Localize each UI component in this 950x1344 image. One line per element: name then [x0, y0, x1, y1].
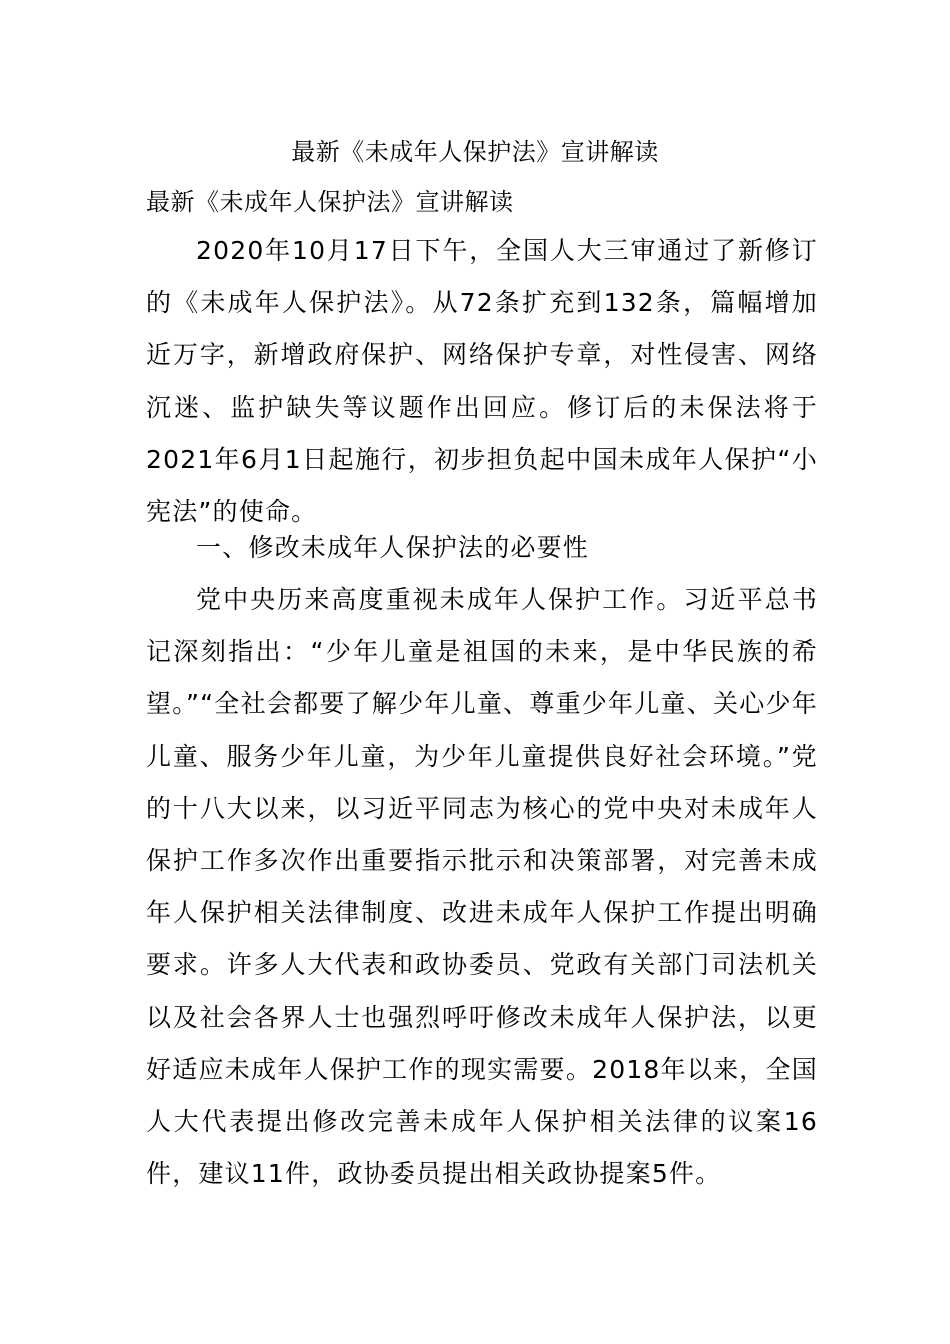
document-title: 最新《未成年人保护法》宣讲解读: [291, 138, 659, 166]
paragraph-necessity: 党中央历来高度重视未成年人保护工作。习近平总书记深刻指出：“少年儿童是祖国的未来，是中华民族的希望。”“全社会都要了解少年儿童、尊重少年儿童、关心少年儿童、服务少年儿童，为少年儿童提供良好社会环境。”党的十八大以来，以习近平同志为核心的党中央对未成年人保护工作多次作出重要指示批示和决策部署，对完善未成年人保护相关法律制度、改进未成年人保护工作提出明确要求。许多人大代表和政协委员、党政有关部门司法机关以及社会各界人士也强烈呼吁修改未成年人保护法，以更好适应未成年人保护工作的现实需要。2018年以来，全国人大代表提出修改完善未成年人保护相关法律的议案16件，建议11件，政协委员提出相关政协提案5件。: [146, 585, 818, 1189]
paragraph-intro: 2020年10月17日下午，全国人大三审通过了新修订的《未成年人保护法》。从72条扩充到132条，篇幅增加近万字，新增政府保护、网络保护专章，对性侵害、网络沉迷、监护缺失等议题作出回应。修订后的未保法将于2021年6月1日起施行，初步担负起中国未成年人保护“小宪法”的使命。: [146, 236, 818, 527]
section-heading: 一、修改未成年人保护法的必要性: [196, 533, 590, 562]
document-subtitle: 最新《未成年人保护法》宣讲解读: [146, 188, 514, 216]
